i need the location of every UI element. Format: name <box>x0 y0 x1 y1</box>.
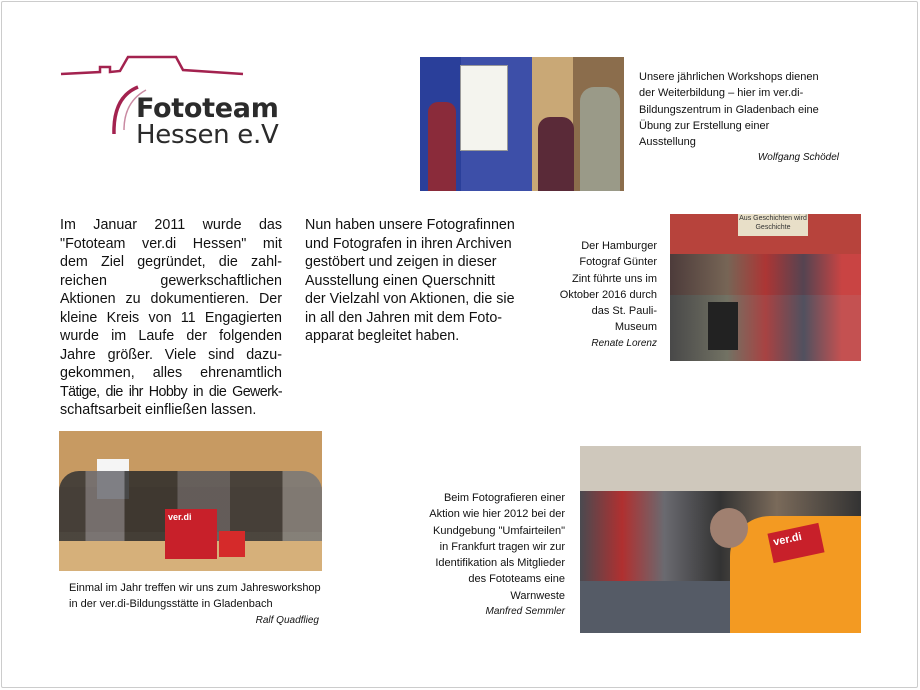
caption-line: das St. Pauli- <box>591 305 657 318</box>
caption-workshop <box>639 69 839 167</box>
verdi-box: ver.di <box>165 509 217 559</box>
caption-line: Aktion wie hier 2012 bei der <box>429 508 565 521</box>
caption-line: Fotograf Günter <box>579 256 657 269</box>
logo-title: Fototeam <box>136 93 279 124</box>
intro-column-1 <box>60 216 282 420</box>
photo-credit: Wolfgang Schödel <box>757 152 839 164</box>
text-line: gestöbert und zeigen in dieser <box>305 254 497 270</box>
text-line: apparat begleitet haben. <box>305 328 460 344</box>
caption-line: Beim Fotografieren einer <box>443 492 565 504</box>
text-line: kleine Kreis von 11 Engagierten <box>60 309 282 326</box>
verdi-vest-logo: ver.di <box>767 523 824 563</box>
text-line: reichen gewerkschaftlichen <box>60 272 282 289</box>
text-line: Ausstellung einen Querschnitt <box>305 272 495 289</box>
caption-line: Zint führte uns im <box>572 272 657 285</box>
caption-line: Warnweste <box>510 589 565 602</box>
text-line: gekommen, alles ehrenamtlich <box>60 365 282 381</box>
text-line: Jahre größer. Viele sind dazu- <box>60 346 282 363</box>
text-line: dem Ziel gegründet, die zahl- <box>60 254 282 270</box>
caption-line: Oktober 2016 durch <box>559 288 657 301</box>
caption-line: des Fototeams eine <box>468 573 565 586</box>
caption-line: Bildungszentrum in Gladenbach eine <box>639 103 819 116</box>
caption-line: Übung zur Erstellung einer <box>639 119 770 132</box>
caption-line: in der ver.di-Bildungsstätte in Gladenbach <box>69 598 273 611</box>
caption-line: Museum <box>614 321 657 334</box>
photo-demonstration <box>580 446 861 633</box>
intro-column-2 <box>305 216 527 346</box>
caption-line: Identifikation als Mitglieder <box>435 557 565 570</box>
caption-line: Kundgebung "Umfairteilen" <box>433 524 565 537</box>
text-line: Nun haben unsere Fotografinnen <box>305 217 515 233</box>
text-line: und Fotografen in ihren Archiven <box>305 235 512 252</box>
photo-credit: Manfred Semmler <box>485 606 565 618</box>
caption-group-workshop <box>69 580 319 629</box>
text-line: der Vielzahl von Aktionen, die sie <box>305 291 515 307</box>
caption-line: Einmal im Jahr treffen wir uns zum Jahresworkshop <box>69 582 321 594</box>
text-line: Aktionen zu dokumentieren. Der <box>60 291 282 307</box>
photo-credit: Renate Lorenz <box>591 337 657 349</box>
photo-st-pauli-museum <box>670 214 861 361</box>
caption-line: Unsere jährlichen Workshops dienen <box>639 71 819 83</box>
text-line: Tätige, die ihr Hobby in die Gewerk- <box>60 383 282 400</box>
text-line: in all den Jahren mit dem Foto- <box>305 309 503 326</box>
caption-line: in Frankfurt tragen wir zur <box>439 540 565 553</box>
caption-line: Ausstellung <box>639 136 696 149</box>
photo-group-workshop <box>59 431 322 571</box>
caption-line: der Weiterbildung – hier im ver.di- <box>639 87 804 100</box>
text-line: Im Januar 2011 wurde das <box>60 217 282 233</box>
museum-sign: Aus Geschichten wird Geschichte <box>738 214 808 236</box>
photo-workshop-flipchart <box>420 57 624 191</box>
caption-line: Der Hamburger <box>581 240 657 252</box>
caption-demonstration <box>405 490 565 620</box>
text-line: schaftsarbeit einfließen lassen. <box>60 402 257 418</box>
text-line: wurde im Laufe der folgenden <box>60 328 282 344</box>
logo-subtitle: Hessen e.V <box>136 120 279 150</box>
text-line: "Fototeam ver.di Hessen" mit <box>60 235 282 252</box>
caption-st-pauli <box>540 238 657 352</box>
photo-credit: Ralf Quadflieg <box>255 614 319 626</box>
